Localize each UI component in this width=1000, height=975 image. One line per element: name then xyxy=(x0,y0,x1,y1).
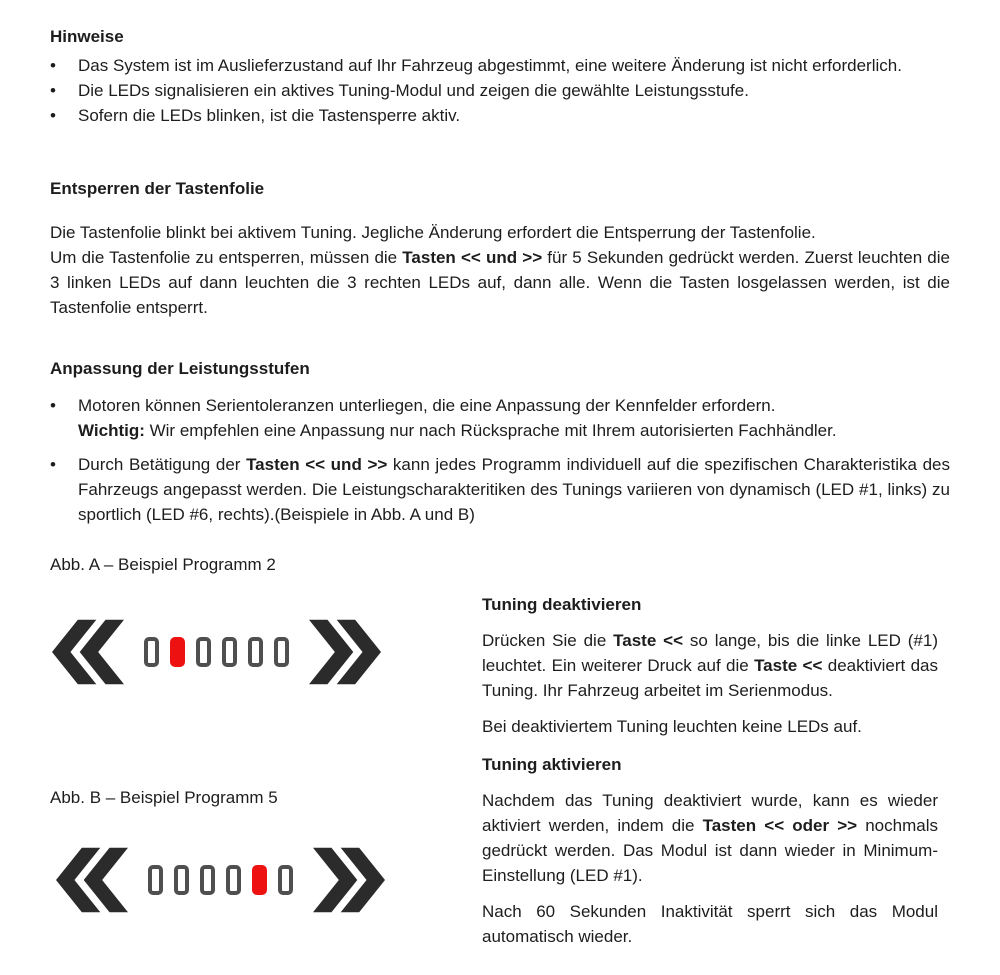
text-run: so lange, bis die linke LED (#1) leuchtet. Ein weiterer Druck auf die xyxy=(482,631,938,675)
chevron-left-icon xyxy=(52,617,124,687)
led-strip xyxy=(144,617,289,687)
text-run: nochmals gedrückt werden. Das Modul ist dann wieder in Minimum-Einstellung (LED #1). xyxy=(482,816,938,885)
text-run-bold: Taste << xyxy=(613,631,684,650)
chevron-right-icon xyxy=(309,617,381,687)
section-title-entsperren: Entsperren der Tastenfolie xyxy=(50,179,265,198)
deaktivieren-paragraph xyxy=(482,628,938,703)
text-run-bold: Tasten << und >> xyxy=(246,455,388,474)
aktivieren-note: Nach 60 Sekunden Inaktivität sperrt sich das Modul automatisch wieder. xyxy=(482,902,938,946)
anpassung-bullet-list xyxy=(50,393,950,527)
led xyxy=(248,637,263,667)
bullet-item xyxy=(50,393,950,443)
text-run: Drücken Sie die xyxy=(482,631,614,650)
text-run: Durch Betätigung der xyxy=(78,455,247,474)
bullet-item xyxy=(50,103,950,128)
bullet-text: Die LEDs signalisieren ein aktives Tuning-Modul und zeigen die gewählte Leistungsstufe. xyxy=(78,81,749,100)
text-run-bold: Tasten << oder >> xyxy=(702,816,858,835)
bullet-item xyxy=(50,53,950,78)
figure-b xyxy=(56,845,385,915)
section-hinweise xyxy=(50,26,950,128)
figure-a xyxy=(52,617,381,687)
led xyxy=(278,865,293,895)
deaktivieren-note: Bei deaktiviertem Tuning leuchten keine LEDs auf. xyxy=(482,717,862,736)
chevron-right-icon xyxy=(313,845,385,915)
bullet-text xyxy=(78,452,950,527)
text-run-bold: Wichtig: xyxy=(78,421,145,440)
led xyxy=(222,637,237,667)
led xyxy=(274,637,289,667)
bullet-icon: • xyxy=(50,81,56,100)
led-active xyxy=(170,637,185,667)
bullet-text xyxy=(78,393,950,443)
text-run: Um die Tastenfolie zu entsperren, müssen die xyxy=(50,248,403,267)
bullet-text: Sofern die LEDs blinken, ist die Tastensperre aktiv. xyxy=(78,106,461,125)
led xyxy=(174,865,189,895)
figure-a-label: Abb. A – Beispiel Programm 2 xyxy=(50,555,276,574)
bullet-icon: • xyxy=(50,106,56,125)
aktivieren-paragraph xyxy=(482,788,938,888)
led xyxy=(196,637,211,667)
led xyxy=(144,637,159,667)
text-run: Nachdem das Tuning deaktiviert wurde, kann es wieder aktiviert werden, indem die xyxy=(482,791,938,835)
led xyxy=(226,865,241,895)
bullet-icon: • xyxy=(50,396,56,415)
bullet-item xyxy=(50,452,950,527)
led xyxy=(200,865,215,895)
led xyxy=(148,865,163,895)
right-column xyxy=(482,593,938,960)
section-title-tuning-deaktivieren: Tuning deaktivieren xyxy=(482,595,642,614)
section-title-anpassung: Anpassung der Leistungsstufen xyxy=(50,359,310,378)
led-active xyxy=(252,865,267,895)
text-run: Motoren können Serientoleranzen unterliegen, die eine Anpassung der Kennfelder erfordern. xyxy=(78,396,776,415)
figure-b-label: Abb. B – Beispiel Programm 5 xyxy=(50,788,278,807)
section-title-tuning-aktivieren: Tuning aktivieren xyxy=(482,755,622,774)
text-run: kann jedes Programm individuell auf die spezifischen Charakteristika des Fahrzeugs angepasst werden. Die Leistungscharakteritiken des Tunings variieren von dynamisch (LED #1, links) zu sportlich (LED #6, rechts).(Beispiele in Abb. A und B) xyxy=(78,455,950,524)
entsperren-paragraph xyxy=(50,220,950,320)
bullet-text: Das System ist im Auslieferzustand auf Ihr Fahrzeug abgestimmt, eine weitere Änderung ist nicht erforderlich. xyxy=(78,56,902,75)
bullet-item xyxy=(50,78,950,103)
bullet-icon: • xyxy=(50,56,56,75)
text-run-bold: Tasten << und >> xyxy=(402,248,543,267)
section-title-hinweise: Hinweise xyxy=(50,27,124,46)
hinweise-bullet-list xyxy=(50,53,950,128)
text-run-bold: Taste << xyxy=(754,656,823,675)
text-run: für 5 Sekunden gedrückt werden. Zuerst leuchten die 3 linken LEDs auf dann leuchten die 3 rechten LEDs auf, dann alle. Wenn die Tasten losgelassen werden, ist die Tastenfolie entsperrt. xyxy=(50,248,950,317)
text-run: Wir empfehlen eine Anpassung nur nach Rücksprache mit Ihrem autorisierten Fachhändler. xyxy=(144,421,837,440)
text-run: Die Tastenfolie blinkt bei aktivem Tuning. Jegliche Änderung erfordert die Entsperrung der Tastenfolie. xyxy=(50,223,816,242)
led-strip xyxy=(148,845,293,915)
bullet-icon: • xyxy=(50,455,56,474)
chevron-left-icon xyxy=(56,845,128,915)
text-run: deaktiviert das Tuning. Ihr Fahrzeug arbeitet im Serienmodus. xyxy=(482,656,938,700)
